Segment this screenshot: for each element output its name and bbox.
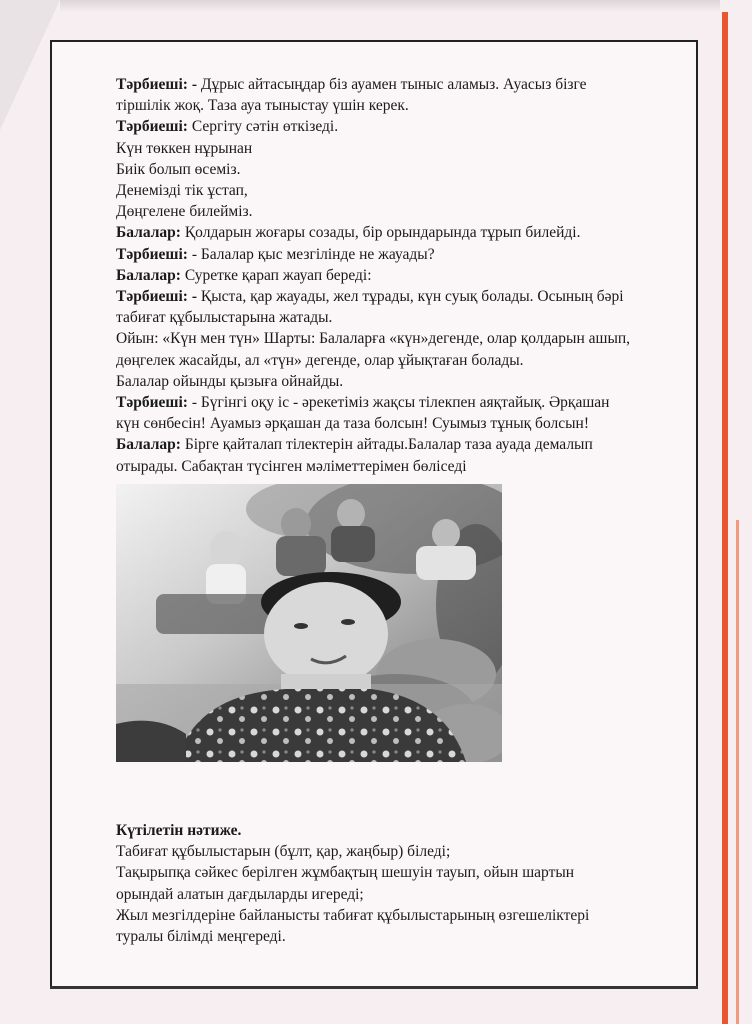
dialogue-text: дөңгелек жасайды, ал «түн» дегенде, олар ұйықтаған болады. bbox=[116, 351, 524, 369]
dialogue-line bbox=[116, 307, 676, 328]
results-line: Тақырыпқа сәйкес берілген жұмбақтың шешуін тауып, ойын шартын bbox=[116, 864, 575, 882]
dialogue-line bbox=[116, 138, 676, 159]
dialogue-text: Қолдарын жоғары созады, бір орындарында тұрып билейді. bbox=[180, 224, 581, 242]
results-line: орындай алатын дағдыларды игереді; bbox=[116, 885, 364, 903]
dialogue-line bbox=[116, 116, 676, 137]
dialogue-line bbox=[116, 392, 676, 413]
dialogue-text: - Бүгінгі оқу іс - әрекетіміз жақсы тілекпен аяқтайық. Әрқашан bbox=[187, 394, 610, 412]
dialogue-text: Балалар ойынды қызыға ойнайды. bbox=[116, 372, 344, 390]
results-heading: Күтілетін нәтиже. bbox=[116, 822, 242, 839]
speaker-label: Тәрбиеші: bbox=[116, 394, 188, 412]
speaker-label: Балалар: bbox=[116, 436, 181, 454]
dialogue-line bbox=[116, 159, 676, 180]
class-photo bbox=[116, 484, 502, 762]
dialogue-text: тіршілік жоқ. Таза ауа тыныстау үшін керек. bbox=[116, 97, 409, 115]
dialogue-line bbox=[116, 434, 676, 455]
dialogue-text: Ойын: «Күн мен түн» Шарты: Балаларға «күн»дегенде, олар қолдарын ашып, bbox=[116, 330, 631, 348]
speaker-label: Тәрбиеші: - bbox=[116, 288, 197, 306]
speaker-label: Тәрбиеші: bbox=[116, 118, 188, 136]
dialogue-line bbox=[116, 95, 676, 116]
dialogue-text: Дөңгелене билейміз. bbox=[116, 203, 253, 221]
dialogue-line bbox=[116, 328, 676, 349]
dialogue-text: Биік болып өсеміз. bbox=[116, 160, 241, 178]
dialogue-line bbox=[116, 74, 676, 95]
dialogue-line bbox=[116, 413, 676, 434]
speaker-label: Балалар: bbox=[116, 224, 181, 242]
dialogue-text: күн сөнбесін! Ауамыз әрқашан да таза болсын! Суымыз тұнық болсын! bbox=[116, 415, 589, 433]
dialogue-line bbox=[116, 350, 676, 371]
dialogue-line bbox=[116, 286, 676, 307]
dialogue-text: Күн төккен нұрынан bbox=[116, 139, 253, 157]
page-edge-accent-secondary bbox=[736, 520, 739, 1024]
dialogue-text: - Балалар қыс мезгілінде не жауады? bbox=[187, 245, 435, 263]
dialogue-text: Қыста, қар жауады, жел тұрады, күн суық болады. Осының бәрі bbox=[197, 288, 624, 306]
expected-results bbox=[116, 820, 676, 947]
dialogue-text: Суретке қарап жауап береді: bbox=[180, 266, 372, 284]
dialogue-text: Дұрыс айтасыңдар біз ауамен тыныс аламыз. Ауасыз бізге bbox=[197, 76, 587, 93]
scan-top-shadow bbox=[60, 0, 720, 12]
dialogue-line bbox=[116, 456, 676, 477]
page-edge-accent bbox=[722, 12, 728, 1024]
dialogue-line bbox=[116, 244, 676, 265]
dialogue-text: отырады. Сабақтан түсінген мәліметтерімен бөліседі bbox=[116, 457, 467, 475]
dialogue-text: Сергіту сәтін өткізеді. bbox=[187, 118, 339, 136]
class-photo-image bbox=[116, 484, 502, 762]
dialogue-text: Денемізді тік ұстап, bbox=[116, 182, 248, 200]
dialogue-line bbox=[116, 371, 676, 392]
page-frame-bottom-line bbox=[50, 986, 698, 989]
dialogue-line bbox=[116, 222, 676, 243]
speaker-label: Тәрбиеші: bbox=[116, 245, 188, 263]
results-line: туралы білімді меңгереді. bbox=[116, 928, 286, 946]
dialogue-line bbox=[116, 201, 676, 222]
speaker-label: Тәрбиеші: - bbox=[116, 76, 197, 93]
dialogue-line bbox=[116, 265, 676, 286]
results-line: Жыл мезгілдеріне байланысты табиғат құбылыстарының өзгешеліктері bbox=[116, 906, 590, 924]
results-line: Табиғат құбылыстарын (бұлт, қар, жаңбыр) біледі; bbox=[116, 843, 451, 861]
speaker-label: Балалар: bbox=[116, 266, 181, 284]
dialogue-text: табиғат құбылыстарына жатады. bbox=[116, 309, 333, 327]
lesson-dialogue bbox=[116, 74, 676, 477]
dialogue-line bbox=[116, 180, 676, 201]
dialogue-text: Бірге қайталап тілектерін айтады.Балалар таза ауада демалып bbox=[180, 436, 593, 454]
